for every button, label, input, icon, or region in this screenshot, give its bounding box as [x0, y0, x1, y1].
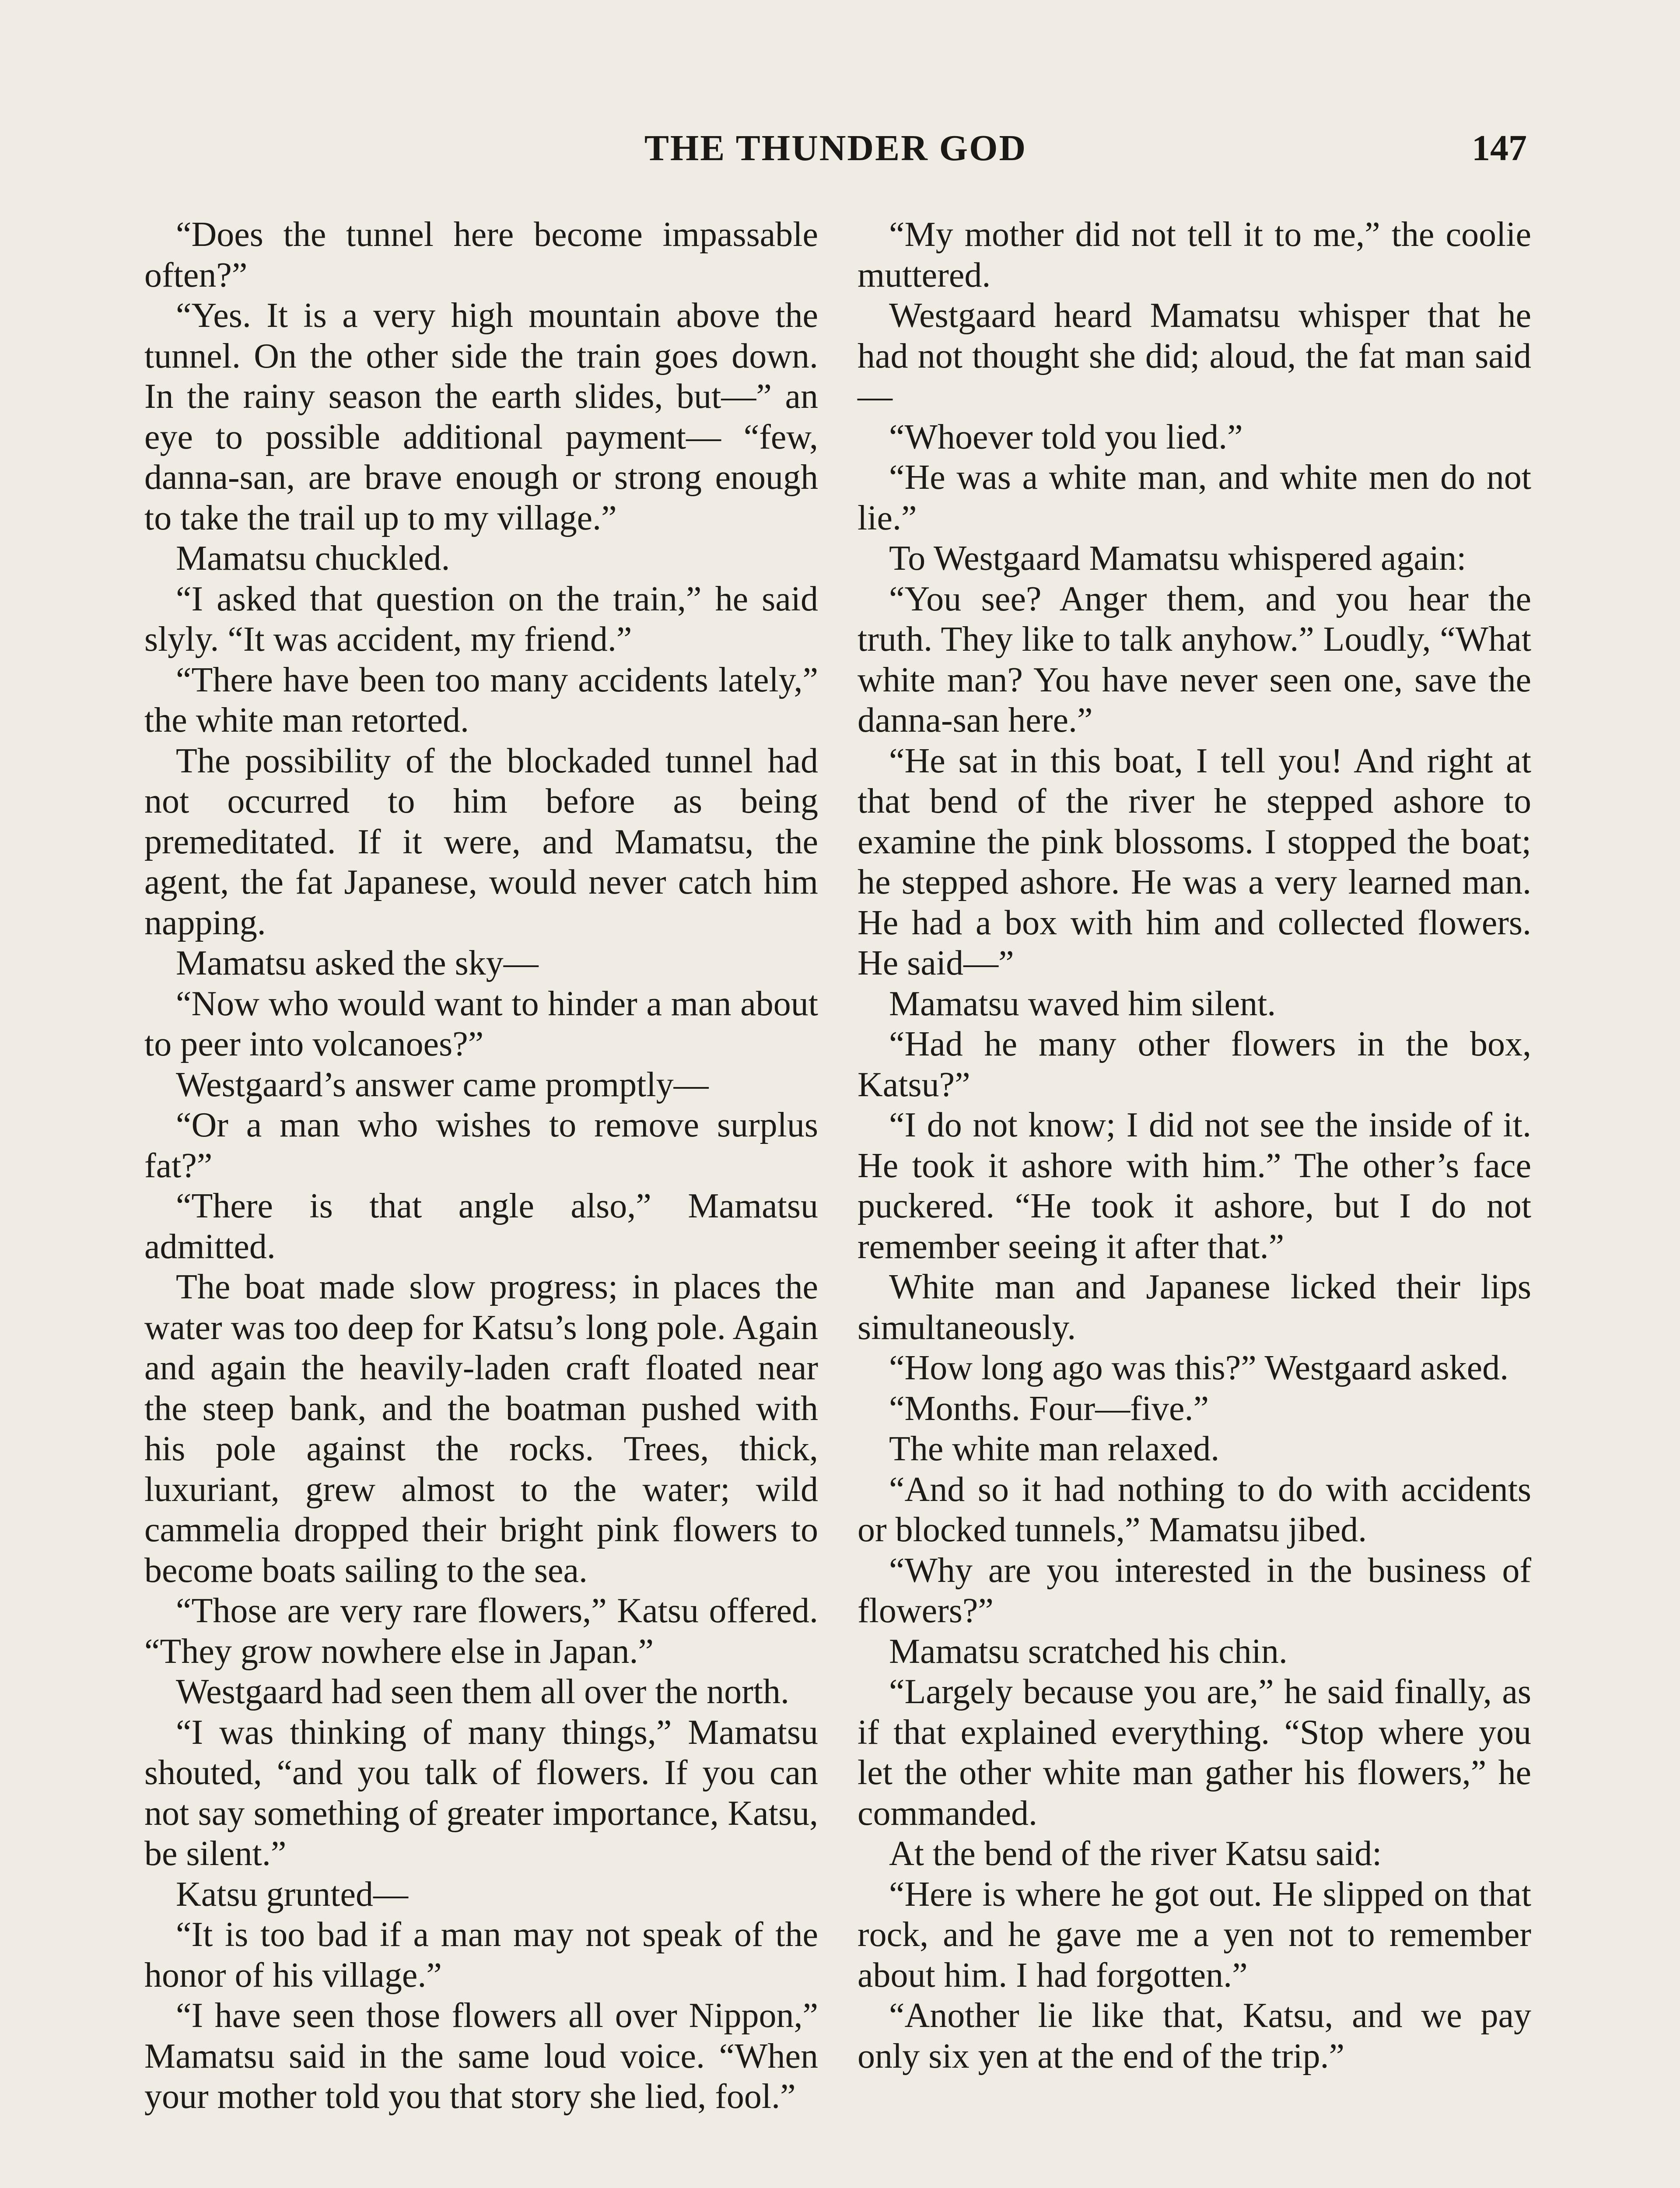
paragraph: The boat made slow progress; in places the water was too deep for Katsu’s long pole. Again and again the heavily-laden craft floated near the steep bank, and the boatman pushed with his pole against the rocks. Trees, thick, luxuriant, grew almost to the water; wild cammelia dropped their bright pink flowers to become boats sailing to the sea. [144, 1268, 818, 1590]
paragraph: At the bend of the river Katsu said: [889, 1834, 1382, 1873]
paragraph: “I have seen those flowers all over Nippon,” Mamatsu said in the same loud voice. “When your mother told you that story she lied, fool.” [144, 1996, 818, 2116]
paragraph: Mamatsu scratched his chin. [889, 1632, 1288, 1671]
paragraph: Katsu grunted— [176, 1875, 409, 1914]
paragraph: “There have been too many accidents lately,” the white man retorted. [144, 660, 818, 740]
paragraph: “Had he many other flowers in the box, Katsu?” [858, 1025, 1531, 1104]
paragraph: “He was a white man, and white men do not lie.” [858, 458, 1531, 537]
paragraph: The white man relaxed. [889, 1430, 1220, 1468]
paragraph: White man and Japanese licked their lips simultaneously. [858, 1268, 1531, 1347]
paragraph: “How long ago was this?” Westgaard asked. [889, 1349, 1509, 1387]
paragraph: “Months. Four—five.” [889, 1389, 1209, 1428]
paragraph: To Westgaard Mamatsu whispered again: [889, 539, 1466, 578]
paragraph: “I asked that question on the train,” he said slyly. “It was accident, my friend.” [144, 579, 818, 659]
running-head-title: THE THUNDER GOD [644, 128, 1027, 168]
page-number: 147 [1472, 128, 1527, 168]
right-text-column [858, 214, 1531, 2076]
paragraph: Mamatsu chuckled. [176, 539, 450, 578]
paragraph: “Another lie like that, Katsu, and we pay only six yen at the end of the trip.” [858, 1996, 1531, 2076]
paragraph: Mamatsu waved him silent. [889, 984, 1276, 1023]
left-text-column [144, 214, 818, 2117]
paragraph: “I was thinking of many things,” Mamatsu shouted, “and you talk of flowers. If you can not say something of greater importance, Katsu, be silent.” [144, 1713, 818, 1873]
page-header [144, 127, 1527, 175]
paragraph: “Or a man who wishes to remove surplus fat?” [144, 1106, 818, 1185]
paragraph: “Yes. It is a very high mountain above the tunnel. On the other side the train goes down. In the rainy season the earth slides, but—” an eye to possible additional payment— “few, danna-san, are brave enough or strong enough to take the trail up to my village.” [144, 296, 818, 537]
paragraph: “Here is where he got out. He slipped on that rock, and he gave me a yen not to remember about him. I had forgotten.” [858, 1875, 1531, 1995]
paragraph: “It is too bad if a man may not speak of the honor of his village.” [144, 1915, 818, 1995]
paragraph: “Now who would want to hinder a man about to peer into volcanoes?” [144, 984, 818, 1063]
paragraph: “Why are you interested in the business of flowers?” [858, 1551, 1531, 1630]
paragraph: Westgaard’s answer came promptly— [176, 1065, 709, 1104]
paragraph: “He sat in this boat, I tell you! And right at that bend of the river he stepped ashore to examine the pink blossoms. I stopped the boat; he stepped ashore. He was a very learned man. He had a box with him and collected flowers. He said—” [858, 741, 1531, 982]
paragraph: “Whoever told you lied.” [889, 417, 1243, 456]
paragraph: Westgaard had seen them all over the north. [176, 1673, 789, 1711]
paragraph: “Those are very rare flowers,” Katsu offered. “They grow nowhere else in Japan.” [144, 1592, 818, 1671]
paragraph: Mamatsu asked the sky— [176, 944, 539, 982]
paragraph: “My mother did not tell it to me,” the coolie muttered. [858, 215, 1531, 295]
paragraph: Westgaard heard Mamatsu whisper that he had not thought she did; aloud, the fat man said— [858, 296, 1531, 416]
paragraph: “Does the tunnel here become impassable often?” [144, 215, 818, 295]
paragraph: “And so it had nothing to do with accidents or blocked tunnels,” Mamatsu jibed. [858, 1470, 1531, 1549]
paragraph: The possibility of the blockaded tunnel had not occurred to him before as being premeditated. If it were, and Mamatsu, the agent, the fat Japanese, would never catch him napping. [144, 741, 818, 942]
paragraph: “You see? Anger them, and you hear the truth. They like to talk anyhow.” Loudly, “What white man? You have never seen one, save the danna-san here.” [858, 579, 1531, 740]
paragraph: “I do not know; I did not see the inside of it. He took it ashore with him.” The other’s face puckered. “He took it ashore, but I do not remember seeing it after that.” [858, 1106, 1531, 1266]
paragraph: “There is that angle also,” Mamatsu admitted. [144, 1187, 818, 1266]
paragraph: “Largely because you are,” he said finally, as if that explained everything. “Stop where you let the other white man gather his flowers,” he commanded. [858, 1673, 1531, 1833]
